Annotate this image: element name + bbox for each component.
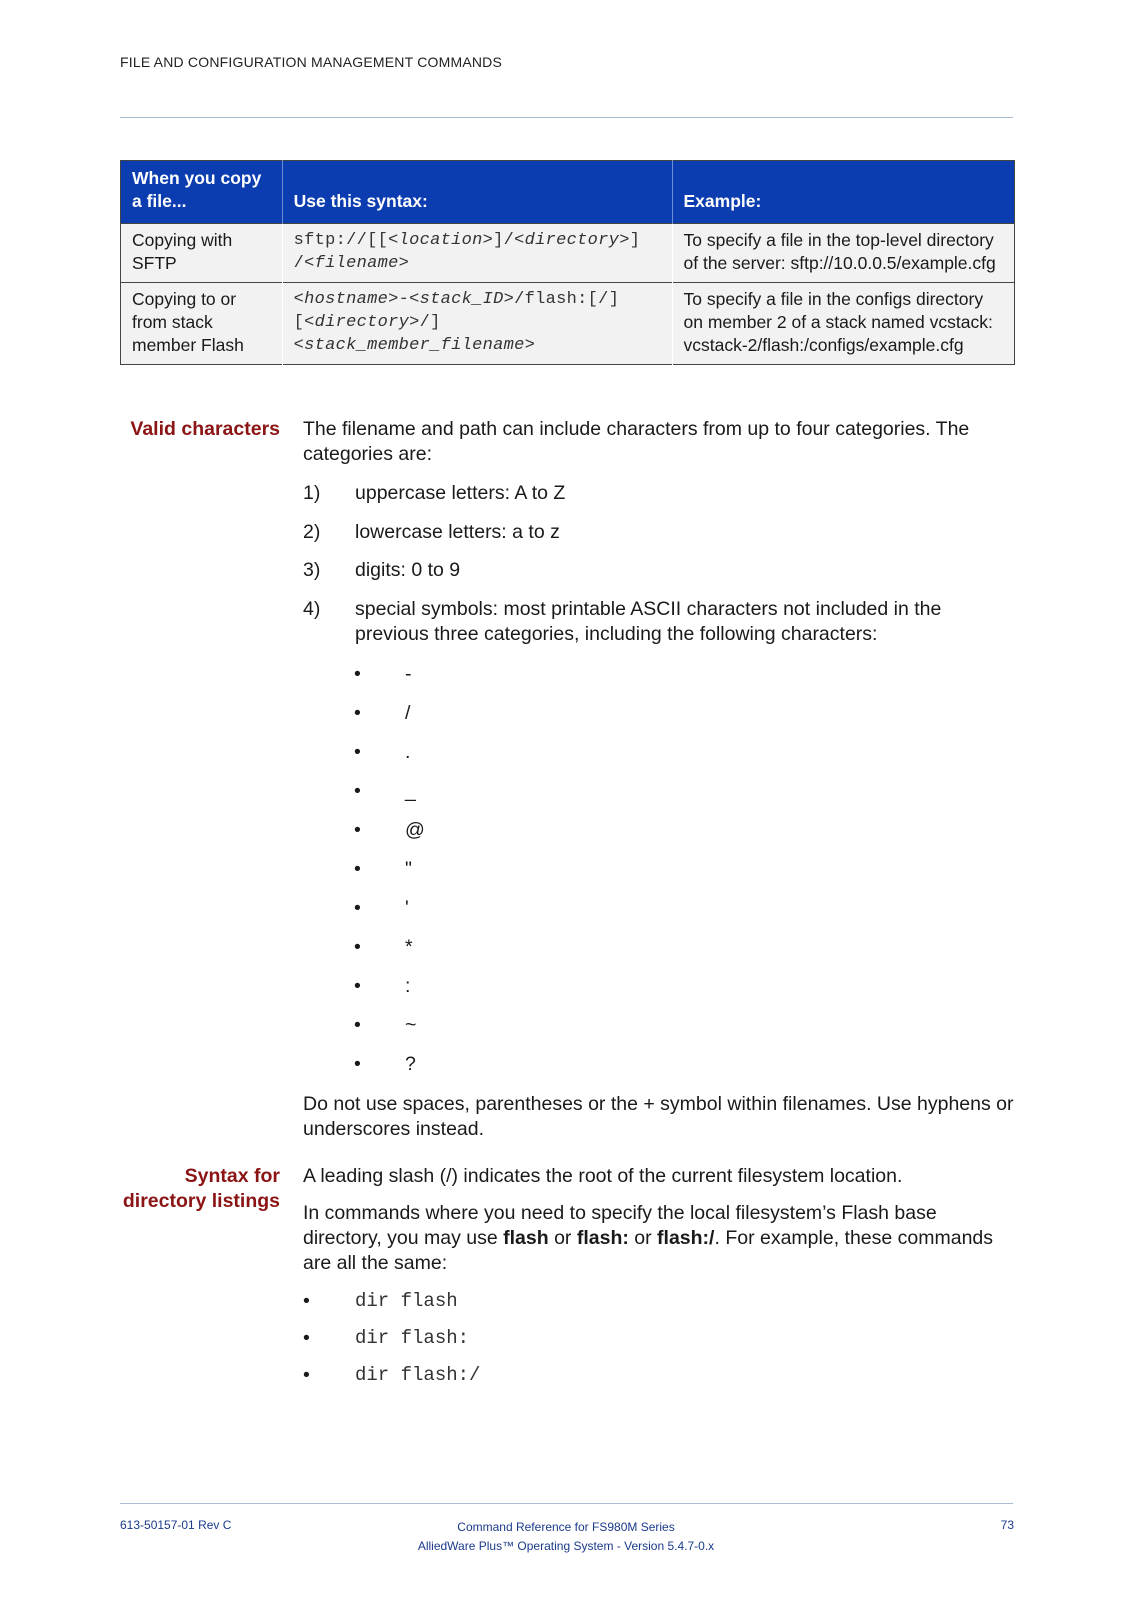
valid-characters-intro: The filename and path can include characters from up to four categories. The categories are:: [303, 418, 970, 465]
column-header-case: When you copy a file...: [121, 161, 283, 224]
case-cell: Copying to or from stack member Flash: [121, 283, 283, 365]
footer-rule: [120, 1503, 1013, 1504]
table-row: [121, 224, 1015, 283]
filename-note: Do not use spaces, parentheses or the + symbol within filenames. Use hyphens or underscores instead.: [303, 1093, 1014, 1140]
flash-base-paragraph: In commands where you need to specify the local filesystem’s Flash base directory, you may use flash or flash: or flash:/. For example, these commands are all the same:: [303, 1202, 994, 1274]
syntax-cell: sftp://[[<location>]/<directory>] /<filename>: [282, 224, 672, 283]
root-slash-paragraph: A leading slash (/) indicates the root of the current filesystem location.: [303, 1165, 903, 1187]
running-header: FILE AND CONFIGURATION MANAGEMENT COMMANDS: [120, 54, 503, 70]
header-rule: [120, 117, 1013, 118]
footer-title: Command Reference for FS980M Series AlliedWare Plus™ Operating System - Version 5.4.7-0.x: [417, 1520, 715, 1553]
footer-doc-id: 613-50157-01 Rev C: [120, 1518, 232, 1532]
syntax-table: [120, 160, 1015, 365]
example-cell: To specify a file in the configs directory on member 2 of a stack named vcstack: vcstack-2/flash:/configs/example.cfg: [672, 283, 1015, 365]
page-number: 73: [1000, 1518, 1014, 1532]
syntax-cell: <hostname>-<stack_ID>/flash:[/][<directory>/] <stack_member_filename>: [282, 283, 672, 365]
table-row: [121, 283, 1015, 365]
valid-characters-heading: Valid characters: [130, 418, 280, 440]
column-header-syntax: Use this syntax:: [282, 161, 672, 224]
directory-listings-heading: Syntax for directory listings: [122, 1165, 280, 1212]
example-cell: To specify a file in the top-level directory of the server: sftp://10.0.0.5/example.cfg: [672, 224, 1015, 283]
column-header-example: Example:: [672, 161, 1015, 224]
case-cell: Copying with SFTP: [121, 224, 283, 283]
